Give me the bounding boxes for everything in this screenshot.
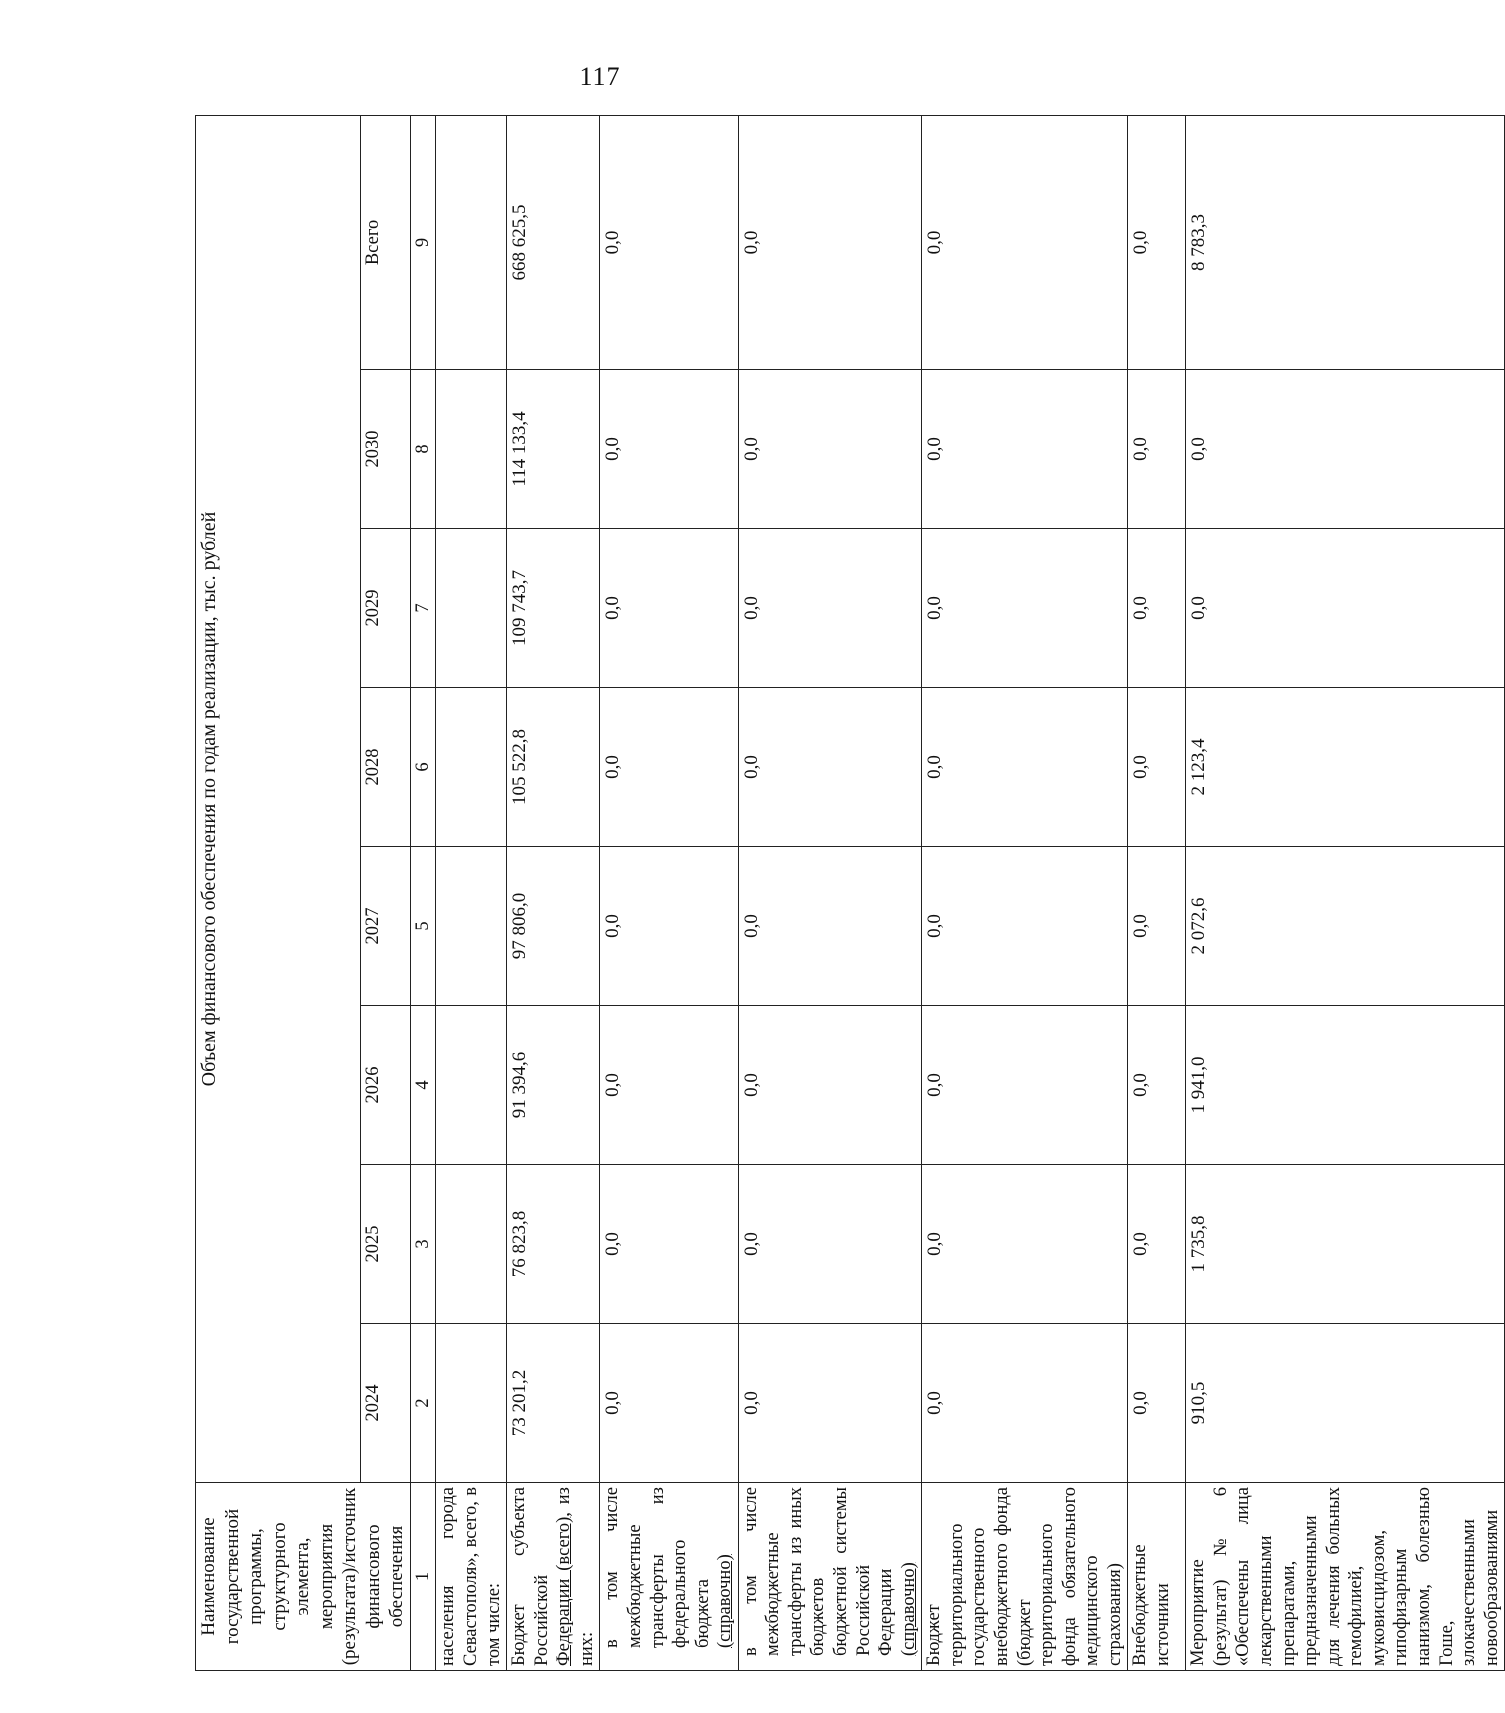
value-cell: 97 806,0 xyxy=(507,847,600,1006)
table-row xyxy=(1186,115,1505,1670)
value-cell: 0,0 xyxy=(922,529,1128,688)
value-cell: 8 783,3 xyxy=(1186,115,1505,369)
value-cell: 668 625,5 xyxy=(507,115,600,369)
row-name: Бюджет субъекта Российской Федерации (всего), из них: xyxy=(507,1483,600,1671)
value-cell: 105 522,8 xyxy=(507,688,600,847)
column-number: 6 xyxy=(410,688,436,847)
year-header: 2029 xyxy=(360,529,410,688)
value-cell: 0,0 xyxy=(922,1165,1128,1324)
value-cell: 91 394,6 xyxy=(507,1006,600,1165)
value-cell: 73 201,2 xyxy=(507,1324,600,1483)
value-cell: 0,0 xyxy=(738,1006,922,1165)
value-cell: 114 133,4 xyxy=(507,370,600,529)
year-header: 2025 xyxy=(360,1165,410,1324)
column-number: 5 xyxy=(410,847,436,1006)
value-cell: 1 735,8 xyxy=(1186,1165,1505,1324)
column-number: 7 xyxy=(410,529,436,688)
value-cell: 2 072,6 xyxy=(1186,847,1505,1006)
table-row xyxy=(600,115,738,1670)
column-number: 3 xyxy=(410,1165,436,1324)
row-name: в том числе межбюджетные трансферты из федерального бюджета (справочно) xyxy=(600,1483,738,1671)
value-cell: 0,0 xyxy=(1128,1165,1186,1324)
year-header: 2030 xyxy=(360,370,410,529)
value-cell xyxy=(436,529,507,688)
value-cell: 0,0 xyxy=(738,529,922,688)
value-cell: 0,0 xyxy=(1128,688,1186,847)
value-cell xyxy=(436,115,507,369)
column-number: 1 xyxy=(410,1483,436,1671)
value-cell: 0,0 xyxy=(600,688,738,847)
value-cell: 0,0 xyxy=(600,1165,738,1324)
value-cell: 0,0 xyxy=(600,529,738,688)
table-row xyxy=(436,115,507,1670)
value-cell: 0,0 xyxy=(922,115,1128,369)
value-cell xyxy=(436,1006,507,1165)
value-cell: 0,0 xyxy=(738,370,922,529)
value-cell: 0,0 xyxy=(1128,1324,1186,1483)
table-row xyxy=(1128,115,1186,1670)
value-cell: 76 823,8 xyxy=(507,1165,600,1324)
value-cell: 0,0 xyxy=(600,370,738,529)
value-cell: 0,0 xyxy=(1128,1006,1186,1165)
value-cell: 0,0 xyxy=(1186,370,1505,529)
table-row xyxy=(507,115,600,1670)
value-cell xyxy=(436,370,507,529)
value-cell: 1 941,0 xyxy=(1186,1006,1505,1165)
value-cell: 109 743,7 xyxy=(507,529,600,688)
total-header: Всего xyxy=(360,115,410,369)
row-name: Бюджет территориального государственного внебюджетного фонда (бюджет территориального фонда обязательного медицинского страхования) xyxy=(922,1483,1128,1671)
row-name: Мероприятие (результат) № 6 «Обеспечены лица лекарственными препаратами, предназначенными для лечения больных гемофилией, муковисцидозом, гипофизарным нанизмом, болезнью Гоше, злокачественными новообразованиями xyxy=(1186,1483,1505,1671)
year-header: 2027 xyxy=(360,847,410,1006)
value-cell: 0,0 xyxy=(738,1324,922,1483)
value-cell: 0,0 xyxy=(738,688,922,847)
table-row xyxy=(922,115,1128,1670)
value-cell: 0,0 xyxy=(1128,847,1186,1006)
table-row xyxy=(738,115,922,1670)
value-cell: 0,0 xyxy=(922,688,1128,847)
financing-table xyxy=(195,115,1505,1671)
name-column-header: Наименование государственной программы, структурного элемента, мероприятия (результата)/источник финансового обеспечения xyxy=(196,1483,411,1671)
value-cell: 0,0 xyxy=(922,1006,1128,1165)
year-header: 2024 xyxy=(360,1324,410,1483)
value-cell: 910,5 xyxy=(1186,1324,1505,1483)
value-cell: 0,0 xyxy=(600,1324,738,1483)
value-cell: 2 123,4 xyxy=(1186,688,1505,847)
year-header: 2026 xyxy=(360,1006,410,1165)
value-cell: 0,0 xyxy=(738,847,922,1006)
value-cell: 0,0 xyxy=(600,115,738,369)
value-cell: 0,0 xyxy=(600,847,738,1006)
value-cell: 0,0 xyxy=(1128,115,1186,369)
value-cell: 0,0 xyxy=(738,115,922,369)
row-name: в том числе межбюджетные трансферты из иных бюджетов бюджетной системы Российской Федерации (справочно) xyxy=(738,1483,922,1671)
value-cell xyxy=(436,688,507,847)
column-number: 2 xyxy=(410,1324,436,1483)
column-number: 9 xyxy=(410,115,436,369)
row-name: населения города Севастополя», всего, в том числе: xyxy=(436,1483,507,1671)
value-cell xyxy=(436,1165,507,1324)
column-number: 4 xyxy=(410,1006,436,1165)
rotated-table-container xyxy=(195,116,1502,1671)
value-cell: 0,0 xyxy=(922,847,1128,1006)
value-cell xyxy=(436,1324,507,1483)
value-cell: 0,0 xyxy=(600,1006,738,1165)
column-number: 8 xyxy=(410,370,436,529)
value-cell xyxy=(436,847,507,1006)
page-number: 117 xyxy=(579,62,621,91)
value-cell: 0,0 xyxy=(1128,370,1186,529)
value-cell: 0,0 xyxy=(922,370,1128,529)
financing-volume-header: Объем финансового обеспечения по годам реализации, тыс. рублей xyxy=(196,115,361,1482)
value-cell: 0,0 xyxy=(1186,529,1505,688)
row-name: Внебюджетные источники xyxy=(1128,1483,1186,1671)
year-header: 2028 xyxy=(360,688,410,847)
value-cell: 0,0 xyxy=(922,1324,1128,1483)
value-cell: 0,0 xyxy=(738,1165,922,1324)
value-cell: 0,0 xyxy=(1128,529,1186,688)
